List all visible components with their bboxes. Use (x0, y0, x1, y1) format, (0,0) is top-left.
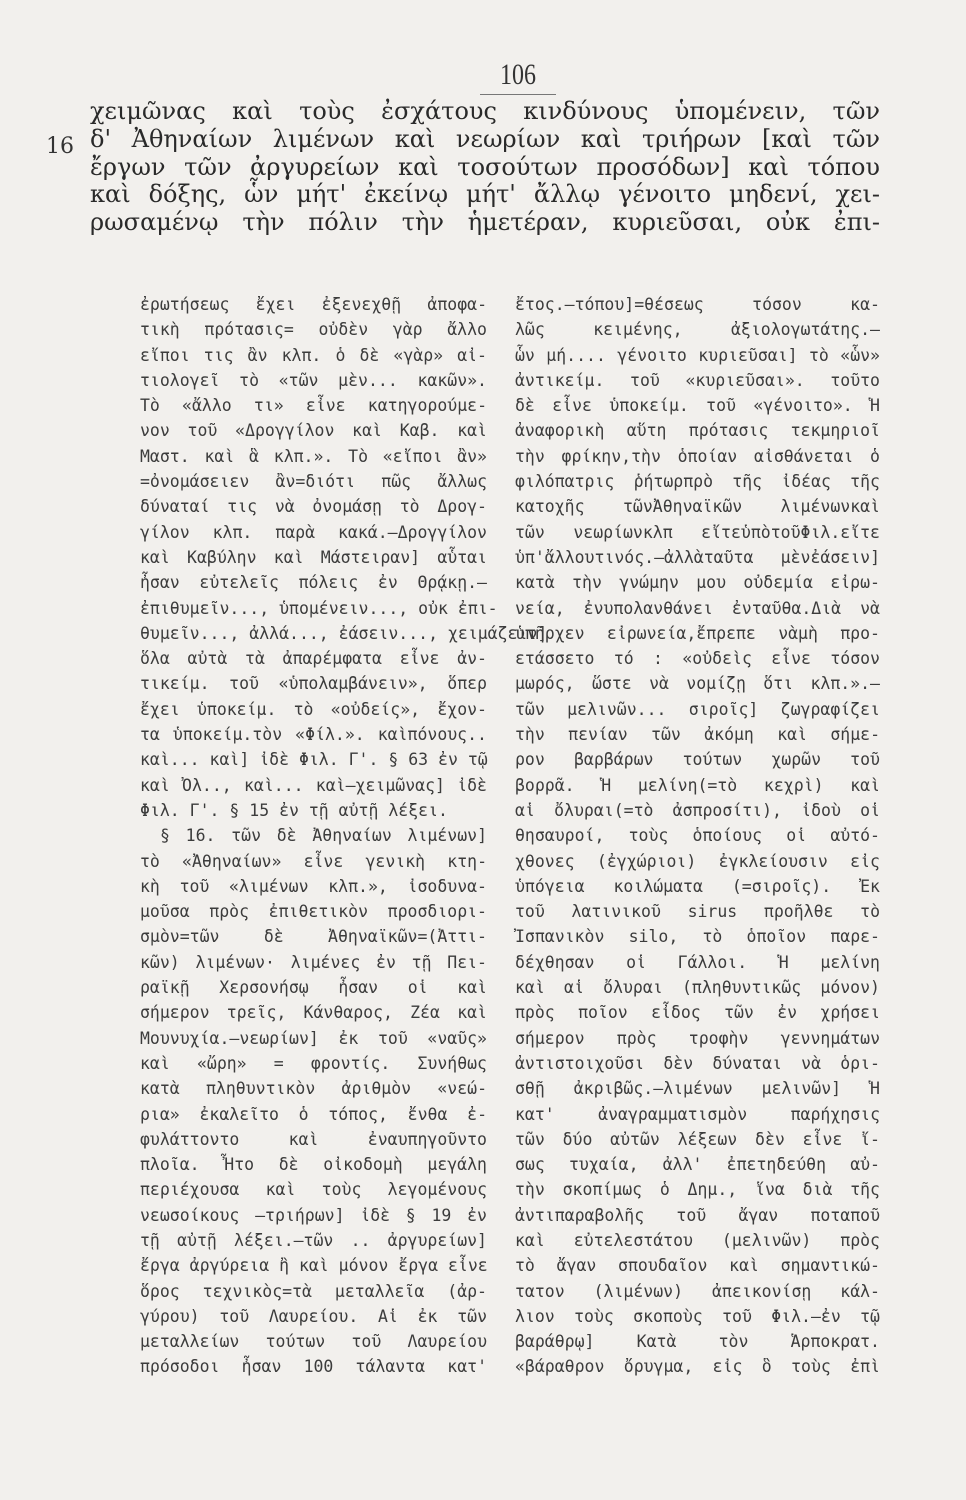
text-line: σθῇ ἀκριβῶς.—λιμένων μελινῶν] Ἡ (515, 1079, 880, 1099)
text-line: τα ὑποκείμ.τὸν «Φίλ.». καὶπόνους.. (140, 725, 487, 745)
commentary-left-column (140, 292, 548, 1380)
text-line: Φιλ. Γ'. § 15 ἐν τῇ αὐτῇ λέξει. (140, 800, 448, 820)
text-line: ἔτος.—τόπου]=θέσεως τόσον κα- (515, 295, 880, 314)
text-line: ρον βαρβάρων τούτων χωρῶν τοῦ (515, 750, 880, 770)
text-line: κατ' ἀναγραμματισμὸν παρήχησις (515, 1104, 880, 1124)
text-line: χειμῶνας καὶ τοὺς ἐσχάτους κινδύνους ὑπομένειν, τῶν (90, 97, 880, 125)
text-line: ἐπιθυμεῖν..., ὑπομένειν..., οὐκ ἐπι- (140, 598, 498, 618)
text-line: βορρᾶ. Ἡ μελίνη(=τὸ κεχρὶ) καὶ (515, 775, 880, 795)
text-line: μοῦσα πρὸς ἐπιθετικὸν προσδιορι- (140, 902, 487, 922)
text-line: κατὰ τὴν γνώμην μου οὐδεμία εἰρω- (515, 573, 880, 593)
text-line: τῇ αὐτῇ λέξει.—τῶν .. ἀργυρείων] (140, 1230, 487, 1250)
text-line: μωρός, ὥστε νὰ νομίζῃ ὅτι κλπ.».— (515, 674, 880, 694)
commentary-right-column (515, 292, 880, 1380)
text-line: ὧν μή.... γένοιτο κυριεῦσαι] τὸ «ὧν» (515, 345, 880, 365)
text-line: βαράθρῳ] Κατὰ τὸν Ἁρποκρατ. (515, 1332, 880, 1352)
text-line: περιέχουσα καὶ τοὺς λεγομένους (140, 1180, 487, 1200)
text-line: Ἰσπανικὸν silo, τὸ ὁποῖον παρε- (515, 927, 880, 947)
text-line: ἀντιπαραβολῆς τοῦ ἄγαν ποταποῦ (515, 1205, 880, 1225)
text-line: § 16. τῶν δὲ Ἀθηναίων λιμένων] (160, 826, 487, 846)
text-line: δύναταί τις νὰ ὀνομάσῃ τὸ Δρογ- (140, 497, 487, 517)
text-line: ὅλα αὐτὰ τὰ ἀπαρέμφατα εἶνε ἀν- (140, 649, 487, 669)
text-line: δέχθησαν οἱ Γάλλοι. Ἡ μελίνη (515, 952, 880, 972)
text-line: ἦσαν εὐτελεῖς πόλεις ἐν Θρᾴκῃ.— (140, 573, 487, 593)
text-line: νον τοῦ «Δρογγίλον καὶ Καβ. καὶ (140, 421, 487, 441)
text-line: λῶς κειμένης, ἀξιολογωτάτης.— (515, 320, 880, 340)
text-line: θησαυροί, τοὺς ὁποίους οἱ αὐτό- (515, 826, 880, 846)
text-line: «βάραθρον ὄρυγμα, εἰς ὃ τοὺς ἐπὶ (515, 1357, 880, 1377)
text-line: τῶν νεωρίωνκλπ εἴτεὑπὸτοῦΦιλ.εἴτε (515, 522, 880, 542)
text-line: Μαστ. καὶ ἃ κλπ.». Τὸ «εἴποι ἂν» (140, 446, 487, 466)
text-line: τοῦ λατινικοῦ sirus προῆλθε τὸ (515, 902, 880, 922)
text-line: τὴν πενίαν τῶν ἀκόμη καὶ σήμε- (515, 725, 880, 745)
text-line: καὶ εὐτελεστάτου (μελινῶν) πρὸς (515, 1230, 880, 1250)
text-line: ἀντιστοιχοῦσι δὲν δύναται νὰ ὁρι- (515, 1053, 880, 1073)
text-line: ραϊκῇ Χερσονήσῳ ἦσαν οἱ καὶ (140, 978, 487, 998)
text-line: κῶν) λιμένων· λιμένες ἐν τῇ Πει- (140, 952, 487, 972)
text-line: σήμερον πρὸς τροφὴν γεννημάτων (515, 1028, 880, 1048)
text-line: νεία, ἐνυπολανθάνει ἐνταῦθα.Διὰ νὰ (515, 598, 880, 618)
text-line: καὶ αἱ ὄλυραι (πληθυντικῶς μόνον) (515, 978, 880, 998)
text-line: τὸ «Ἀθηναίων» εἶνε γενικὴ κτη- (140, 851, 487, 871)
text-line: χθονες (ἐγχώριοι) ἐγκλείουσιν εἰς (515, 851, 880, 871)
text-line: τὴν σκοπίμως ὁ Δημ., ἵνα διὰ τῆς (515, 1180, 880, 1200)
text-line: ὅρος τεχνικὸς=τὰ μεταλλεῖα (ἀρ- (140, 1281, 487, 1301)
text-line: =ὀνομάσειεν ἂν=διότι πῶς ἄλλως (140, 472, 487, 492)
main-text (90, 98, 880, 237)
text-line: ἔργων τῶν ἀργυρείων καὶ τοσούτων προσόδων] καὶ τόπου (90, 152, 880, 181)
text-line: Μουνυχία.—νεωρίων] ἐκ τοῦ «ναῦς» (140, 1028, 487, 1048)
text-line: ἔχει ὑποκείμ. τὸ «οὐδείς», ἔχον- (140, 699, 487, 719)
text-line: φυλάττοντο καὶ ἐναυπηγοῦντο (140, 1129, 487, 1149)
text-line: ὑπ'ἄλλουτινός.—ἀλλὰταῦτα μὲνἐάσειν] (515, 547, 880, 567)
text-line: πλοῖα. Ἦτο δὲ οἰκοδομὴ μεγάλη (140, 1155, 487, 1175)
text-line: καὶ δόξης, ὧν μήτ' ἐκείνῳ μήτ' ἄλλῳ γένοιτο μηδενί, χει- (90, 180, 880, 209)
margin-line-number: 16 (46, 134, 74, 159)
text-line: νεωσοίκους —τριήρων] ἰδὲ § 19 ἐν (140, 1205, 487, 1225)
text-line: φιλόπατρις ῥήτωρπρὸ τῆς ἰδέας τῆς (515, 472, 880, 492)
text-line: λιον τοὺς σκοποὺς τοῦ Φιλ.—ἐν τῷ (515, 1306, 880, 1326)
text-line: αἱ ὄλυραι(=τὸ ἀσπροσίτι), ἰδοὺ οἱ (515, 800, 880, 820)
text-line: τὴν φρίκην,τὴν ὁποίαν αἰσθάνεται ὁ (515, 446, 880, 466)
text-line: ἀναφορικὴ αὕτη πρότασις τεκμηριοῖ (515, 421, 880, 441)
text-line: ἀντικείμ. τοῦ «κυριεῦσαι». τοῦτο (515, 370, 880, 390)
page-number: 106 (500, 58, 536, 91)
text-line: σως τυχαία, ἀλλ' ἐπετηδεύθη αὐ- (515, 1155, 880, 1175)
text-line: Τὸ «ἄλλο τι» εἶνε κατηγορούμε- (140, 396, 487, 416)
text-line: ετάσσετο τό : «οὐδεὶς εἶνε τόσον (515, 649, 880, 669)
text-line: σήμερον τρεῖς, Κάνθαρος, Ζέα καὶ (140, 1003, 487, 1023)
text-line: δ' Ἀθηναίων λιμένων καὶ νεωρίων καὶ τριήρων [καὶ τῶν (90, 124, 880, 153)
text-line: ὑπόγεια κοιλώματα (=σιροῖς). Ἐκ (515, 876, 880, 896)
text-line: τὸ ἄγαν σπουδαῖον καὶ σημαντικώ- (515, 1256, 880, 1276)
text-line: καὶ Ὀλ.., καὶ... καὶ—χειμῶνας] ἰδὲ (140, 775, 487, 795)
text-line: κατοχῆς τῶνἈθηναϊκῶν λιμένωνκαὶ (515, 497, 880, 517)
text-line: ἔργα ἀργύρεια ἢ καὶ μόνον ἔργα εἶνε (140, 1256, 488, 1276)
text-line: καὶ Καβύλην καὶ Μάστειραν] αὗται (140, 547, 487, 567)
text-line: τῶν μελινῶν... σιροῖς] ζωγραφίζει (515, 699, 880, 719)
text-line: τιολογεῖ τὸ «τῶν μὲν... κακῶν». (140, 370, 487, 390)
text-line: κὴ τοῦ «λιμένων κλπ.», ἰσοδυνα- (140, 876, 487, 896)
text-line: γύρου) τοῦ Λαυρείου. Αἱ ἐκ τῶν (140, 1306, 487, 1326)
text-line: ὑπῆρχεν εἰρωνεία,ἔπρεπε νὰμὴ προ- (515, 623, 880, 643)
text-line: δὲ εἶνε ὑποκείμ. τοῦ «γένοιτο». Ἡ (515, 396, 880, 416)
page-number-rule (480, 94, 556, 95)
text-line: τατον (λιμένων) ἀπεικονίσῃ κάλ- (515, 1281, 880, 1301)
text-line: θυμεῖν..., ἀλλά..., ἐάσειν..., χειμάζειν] (140, 623, 548, 643)
text-line: εἴποι τις ἂν κλπ. ὁ δὲ «γὰρ» αἰ- (140, 345, 487, 365)
text-line: γίλον κλπ. παρὰ κακά.—Δρογγίλον (140, 522, 487, 542)
text-line: τικὴ πρότασις= οὐδὲν γὰρ ἄλλο (140, 320, 487, 340)
text-line: τῶν δύο αὐτῶν λέξεων δὲν εἶνε ἴ- (515, 1129, 880, 1149)
text-line: ἐρωτήσεως ἔχει ἐξενεχθῇ ἀποφα- (140, 295, 487, 314)
text-line: καὶ... καὶ] ἰδὲ Φιλ. Γ'. § 63 ἐν τῷ (140, 750, 488, 770)
text-line: πρόσοδοι ἦσαν 100 τάλαντα κατ' (140, 1357, 487, 1377)
text-line: τικείμ. τοῦ «ὑπολαμβάνειν», ὅπερ (140, 674, 487, 694)
text-line: σμὸν=τῶν δὲ Ἀθηναϊκῶν=(Ἀττι- (140, 927, 487, 947)
text-line: ρωσαμένῳ τὴν πόλιν τὴν ἡμετέραν, κυριεῦσαι, οὐκ ἐπι- (90, 208, 880, 237)
text-line: κατὰ πληθυντικὸν ἀριθμὸν «νεώ- (140, 1079, 487, 1099)
text-line: ρια» ἐκαλεῖτο ὁ τόπος, ἔνθα ἐ- (140, 1104, 487, 1124)
text-line: μεταλλείων τούτων τοῦ Λαυρείου (140, 1332, 487, 1352)
text-line: καὶ «ὤρη» = φροντίς. Συνήθως (140, 1053, 487, 1073)
text-line: πρὸς ποῖον εἶδος τῶν ἐν χρήσει (515, 1003, 880, 1023)
